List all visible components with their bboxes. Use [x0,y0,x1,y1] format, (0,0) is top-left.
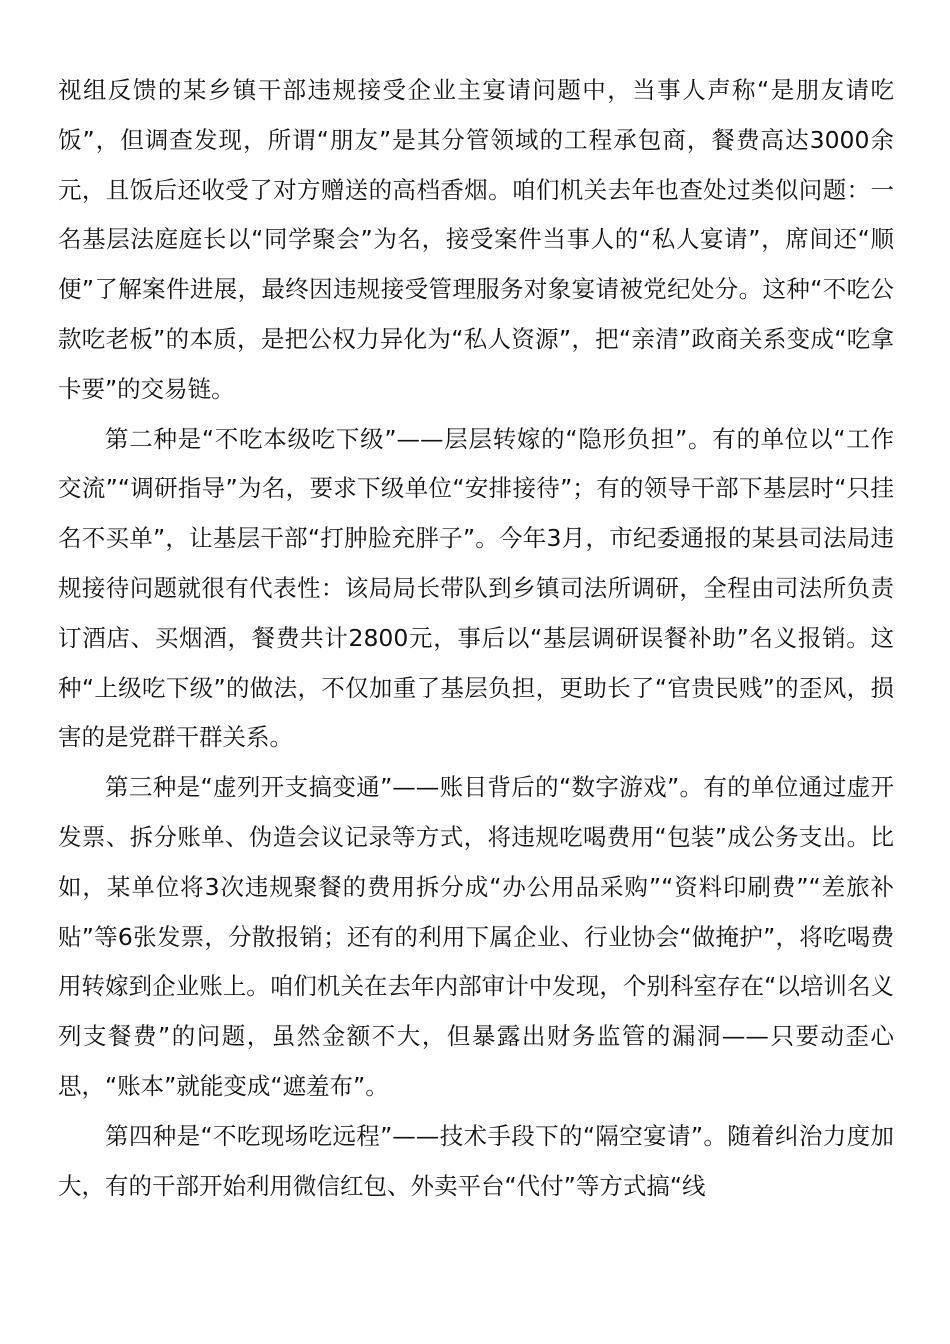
paragraph-2: 第二种是“不吃本级吃下级”——层层转嫁的“隐形负担”。有的单位以“工作交流”“调研指导”为名，要求下级单位“安排接待”；有的领导干部下基层时“只挂名不买单”，让基层干部“打肿脸充胖子”。今年3月，市纪委通报的某县司法局违规接待问题就很有代表性：该局局长带队到乡镇司法所调研，全程由司法所负责订酒店、买烟酒，餐费共计2800元，事后以“基层调研误餐补助”名义报销。这种“上级吃下级”的做法，不仅加重了基层负担，更助长了“官贵民贱”的歪风，损害的是党群干群关系。 [58,424,894,752]
paragraph-4: 第四种是“不吃现场吃远程”——技术手段下的“隔空宴请”。随着纠治力度加大，有的干部开始利用微信红包、外卖平台“代付”等方式搞“线 [58,1121,894,1200]
paragraph-3: 第三种是“虚列开支搞变通”——账目背后的“数字游戏”。有的单位通过虚开发票、拆分账单、伪造会议记录等方式，将违规吃喝费用“包装”成公务支出。比如，某单位将3次违规聚餐的费用拆分成“办公用品采购”“资料印刷费”“差旅补贴”等6张发票，分散报销；还有的利用下属企业、行业协会“做掩护”，将吃喝费用转嫁到企业账上。咱们机关在去年内部审计中发现，个别科室存在“以培训名义列支餐费”的问题，虽然金额不大，但暴露出财务监管的漏洞——只要动歪心思，“账本”就能变成“遮羞布”。 [58,773,894,1100]
paragraph-1: 视组反馈的某乡镇干部违规接受企业主宴请问题中，当事人声称“是朋友请吃饭”，但调查发现，所谓“朋友”是其分管领域的工程承包商，餐费高达3000余元，且饭后还收受了对方赠送的高档香烟。咱们机关去年也查处过类似问题：一名基层法庭庭长以“同学聚会”为名，接受案件当事人的“私人宴请”，席间还“顺便”了解案件进展，最终因违规接受管理服务对象宴请被党纪处分。这种“不吃公款吃老板”的本质，是把公权力异化为“私人资源”，把“亲清”政商关系变成“吃拿卡要”的交易链。 [58,76,894,403]
document-page [58,66,894,1211]
